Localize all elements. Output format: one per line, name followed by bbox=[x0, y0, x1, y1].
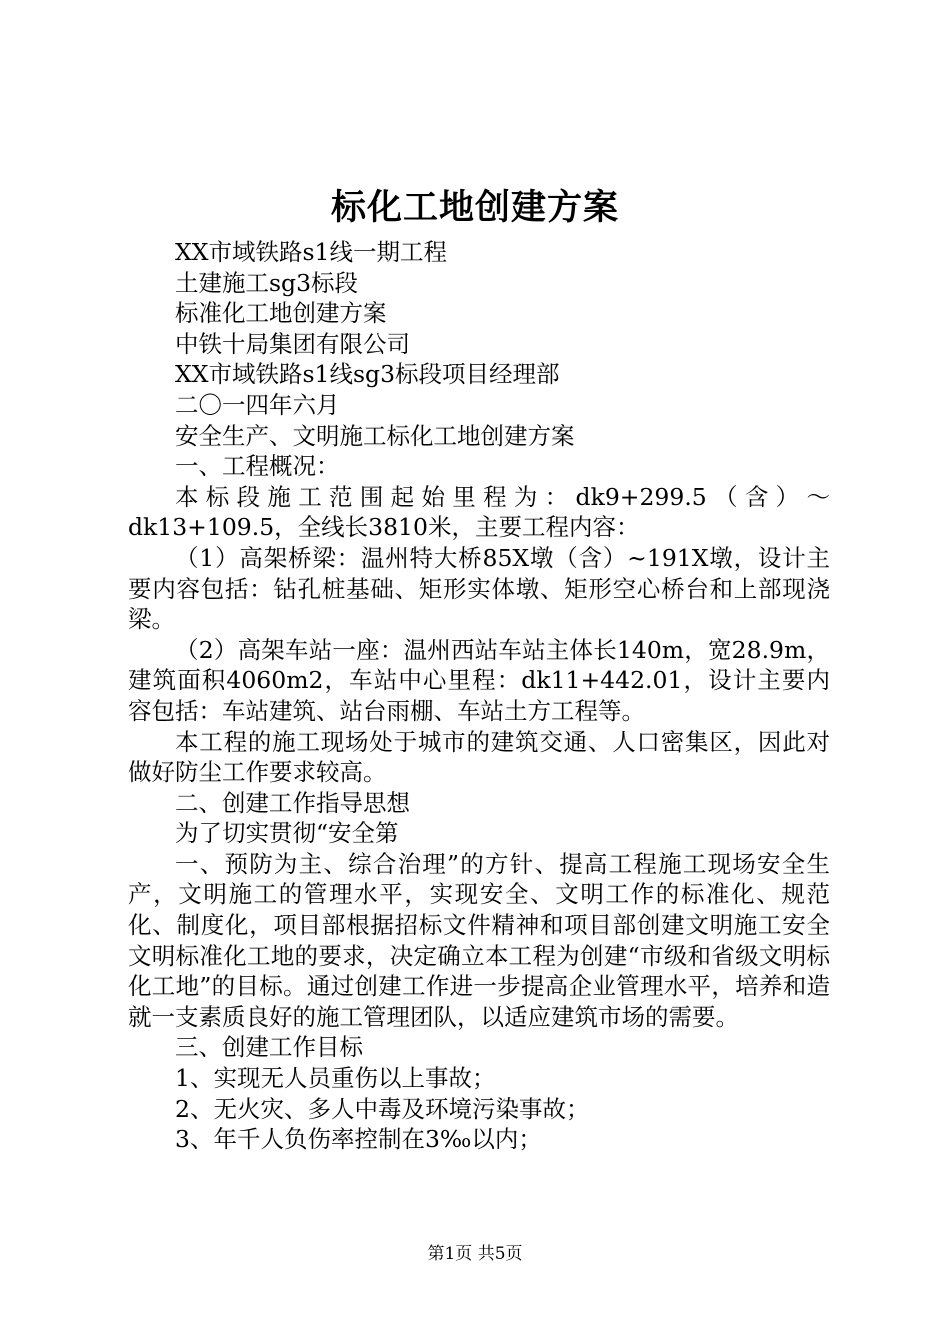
paragraph-department: XX市域铁路s1线sg3标段项目经理部 bbox=[175, 360, 560, 389]
list-item-goal-2: 2、无火灾、多人中毒及环境污染事故； bbox=[175, 1094, 590, 1123]
heading-goals: 三、创建工作目标 bbox=[175, 1033, 363, 1062]
page-footer: 第1页 共5页 bbox=[427, 1244, 523, 1264]
paragraph-bridge: （1）高架桥梁：温州特大桥85X墩（含）~191X墩，设计主要内容包括：钻孔桩基础、矩形实体墩、矩形空心桥台和上部现浇梁。 bbox=[128, 543, 830, 634]
paragraph-subtitle: 安全生产、文明施工标化工地创建方案 bbox=[175, 421, 575, 450]
list-item-goal-1: 1、实现无人员重伤以上事故； bbox=[175, 1064, 496, 1093]
paragraph-company: 中铁十局集团有限公司 bbox=[175, 329, 410, 358]
paragraph-date: 二〇一四年六月 bbox=[175, 390, 340, 419]
heading-overview: 一、工程概况： bbox=[175, 452, 340, 481]
document-title: 标化工地创建方案 bbox=[330, 187, 619, 228]
heading-guiding-ideology: 二、创建工作指导思想 bbox=[175, 788, 410, 817]
document-body bbox=[128, 237, 830, 1155]
paragraph-ideology-body: 一、预防为主、综合治理”的方针、提高工程施工现场安全生产，文明施工的管理水平，实现安全、文明工作的标准化、规范化、制度化，项目部根据招标文件精神和项目部创建文明施工安全文明标准化工地的要求，决定确立本工程为创建“市级和省级文明标化工地”的目标。通过创建工作进一步提高企业管理水平，培养和造就一支素质良好的施工管理团队，以适应建筑市场的需要。 bbox=[128, 849, 830, 1031]
paragraph-project-name: XX市域铁路s1线一期工程 bbox=[175, 238, 447, 266]
paragraph-ideology-intro: 为了切实贯彻“安全第 bbox=[175, 819, 399, 848]
paragraph-dust: 本工程的施工现场处于城市的建筑交通、人口密集区，因此对做好防尘工作要求较高。 bbox=[128, 727, 830, 787]
list-item-goal-3: 3、年千人负伤率控制在3‰以内； bbox=[175, 1125, 542, 1154]
paragraph-section-name: 土建施工sg3标段 bbox=[175, 268, 359, 297]
paragraph-station: （2）高架车站一座：温州西站车站主体长140m，宽28.9m，建筑面积4060m2，车站中心里程：dk11+442.01，设计主要内容包括：车站建筑、站台雨棚、车站土方工程等。 bbox=[128, 635, 830, 725]
paragraph-scope: 本标段施工范围起始里程为：dk9+299.5（含）～dk13+109.5，全线长3810米，主要工程内容： bbox=[128, 482, 830, 542]
paragraph-plan-name: 标准化工地创建方案 bbox=[175, 299, 387, 328]
